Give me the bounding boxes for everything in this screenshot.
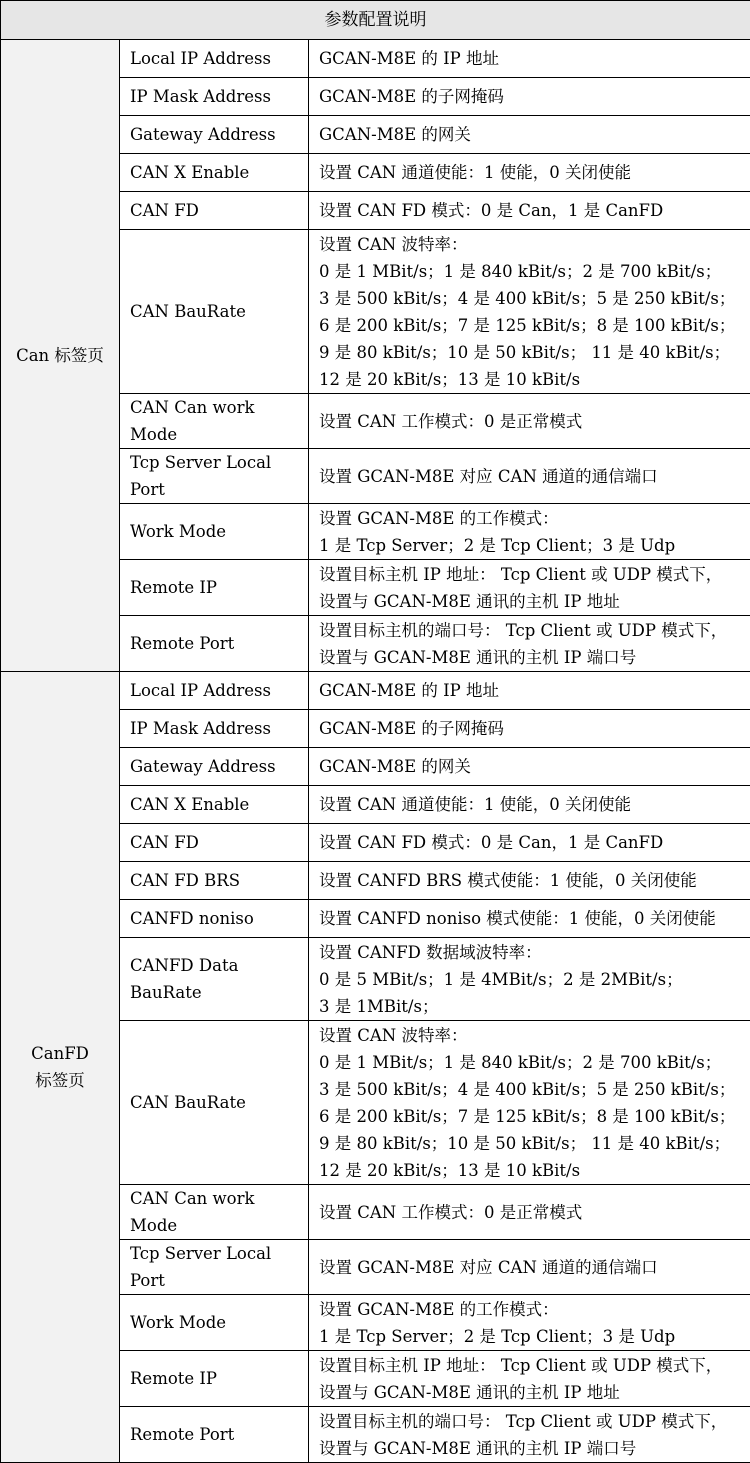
param-name: Gateway Address: [120, 116, 309, 154]
param-name: Remote IP: [120, 560, 309, 616]
param-description: [309, 786, 750, 824]
param-description: [309, 449, 750, 504]
table-row: [1, 672, 750, 710]
param-name: Local IP Address: [120, 40, 309, 78]
description-line: 0 是 1 MBit/s；1 是 840 kBit/s；2 是 700 kBit/s；: [319, 258, 745, 285]
param-name: CAN BauRate: [120, 1021, 309, 1185]
description-line: 9 是 80 kBit/s；10 是 50 kBit/s； 11 是 40 kBit/s；: [319, 1130, 745, 1157]
description-line: 设置目标主机 IP 地址： Tcp Client 或 UDP 模式下，: [319, 1352, 745, 1379]
group-label-line: 标签页: [5, 1067, 115, 1094]
description-line: GCAN-M8E 的 IP 地址: [319, 45, 745, 72]
param-description: [309, 710, 750, 748]
description-line: 12 是 20 kBit/s；13 是 10 kBit/s: [319, 366, 745, 393]
description-line: 设置目标主机的端口号： Tcp Client 或 UDP 模式下，: [319, 617, 745, 644]
description-line: 设置与 GCAN-M8E 通讯的主机 IP 地址: [319, 1379, 745, 1406]
param-description: [309, 154, 750, 192]
param-name: Remote Port: [120, 616, 309, 672]
param-description: [309, 824, 750, 862]
description-line: 9 是 80 kBit/s；10 是 50 kBit/s； 11 是 40 kBit/s；: [319, 339, 745, 366]
description-line: 6 是 200 kBit/s；7 是 125 kBit/s；8 是 100 kBit/s；: [319, 312, 745, 339]
description-line: 设置 CAN 波特率：: [319, 1022, 745, 1049]
param-name: Tcp Server Local Port: [120, 449, 309, 504]
param-name: CAN FD BRS: [120, 862, 309, 900]
param-description: [309, 1295, 750, 1351]
description-line: 设置 CAN 通道使能：1 使能，0 关闭使能: [319, 791, 745, 818]
description-line: 3 是 1MBit/s；: [319, 993, 745, 1020]
description-line: 设置 CAN 通道使能：1 使能，0 关闭使能: [319, 159, 745, 186]
description-line: 设置 GCAN-M8E 的工作模式：: [319, 1296, 745, 1323]
param-name: CAN X Enable: [120, 154, 309, 192]
description-line: 12 是 20 kBit/s；13 是 10 kBit/s: [319, 1157, 745, 1184]
param-description: [309, 900, 750, 938]
description-line: 设置与 GCAN-M8E 通讯的主机 IP 地址: [319, 588, 745, 615]
param-description: [309, 192, 750, 230]
param-name: Work Mode: [120, 504, 309, 560]
param-description: [309, 1351, 750, 1407]
param-name: CANFD Data BauRate: [120, 938, 309, 1021]
param-name: CAN X Enable: [120, 786, 309, 824]
param-name: IP Mask Address: [120, 78, 309, 116]
param-name: CAN FD: [120, 192, 309, 230]
param-name: CANFD noniso: [120, 900, 309, 938]
param-name: Gateway Address: [120, 748, 309, 786]
description-line: 6 是 200 kBit/s；7 是 125 kBit/s；8 是 100 kBit/s；: [319, 1103, 745, 1130]
param-description: [309, 40, 750, 78]
description-line: 设置 CANFD 数据域波特率：: [319, 939, 745, 966]
param-name: CAN Can work Mode: [120, 394, 309, 449]
param-name: CAN Can work Mode: [120, 1185, 309, 1240]
param-name: Remote IP: [120, 1351, 309, 1407]
param-description: [309, 1185, 750, 1240]
description-line: 0 是 5 MBit/s；1 是 4MBit/s；2 是 2MBit/s；: [319, 966, 745, 993]
param-description: [309, 616, 750, 672]
param-description: [309, 504, 750, 560]
description-line: 3 是 500 kBit/s；4 是 400 kBit/s；5 是 250 kBit/s；: [319, 285, 745, 312]
description-line: GCAN-M8E 的网关: [319, 753, 745, 780]
description-line: 设置 GCAN-M8E 的工作模式：: [319, 505, 745, 532]
param-name: CAN BauRate: [120, 230, 309, 394]
param-description: [309, 862, 750, 900]
description-line: 设置目标主机 IP 地址： Tcp Client 或 UDP 模式下，: [319, 561, 745, 588]
param-description: [309, 672, 750, 710]
description-line: 0 是 1 MBit/s；1 是 840 kBit/s；2 是 700 kBit/s；: [319, 1049, 745, 1076]
description-line: 设置 CANFD noniso 模式使能：1 使能，0 关闭使能: [319, 905, 745, 932]
description-line: 设置 CAN FD 模式：0 是 Can，1 是 CanFD: [319, 829, 745, 856]
description-line: 设置 CAN 工作模式：0 是正常模式: [319, 408, 745, 435]
group-label: [1, 672, 120, 1463]
description-line: 设置与 GCAN-M8E 通讯的主机 IP 端口号: [319, 644, 745, 671]
description-line: GCAN-M8E 的子网掩码: [319, 715, 745, 742]
param-name: CAN FD: [120, 824, 309, 862]
description-line: 设置目标主机的端口号： Tcp Client 或 UDP 模式下，: [319, 1408, 745, 1435]
param-name: Tcp Server Local Port: [120, 1240, 309, 1295]
description-line: 设置 GCAN-M8E 对应 CAN 通道的通信端口: [319, 1254, 745, 1281]
param-description: [309, 116, 750, 154]
group-label-line: Can 标签页: [5, 342, 115, 369]
description-line: 1 是 Tcp Server；2 是 Tcp Client；3 是 Udp: [319, 532, 745, 559]
description-line: GCAN-M8E 的网关: [319, 121, 745, 148]
description-line: 设置 CAN 波特率：: [319, 231, 745, 258]
group-label-line: CanFD: [5, 1040, 115, 1067]
description-line: 设置 CAN 工作模式：0 是正常模式: [319, 1199, 745, 1226]
param-name: Local IP Address: [120, 672, 309, 710]
description-line: GCAN-M8E 的子网掩码: [319, 83, 745, 110]
param-description: [309, 230, 750, 394]
table-header-row: [1, 1, 750, 40]
param-description: [309, 748, 750, 786]
table-body: [1, 40, 750, 1463]
param-description: [309, 560, 750, 616]
table-title: 参数配置说明: [1, 1, 750, 40]
description-line: 设置 GCAN-M8E 对应 CAN 通道的通信端口: [319, 463, 745, 490]
param-description: [309, 394, 750, 449]
description-line: GCAN-M8E 的 IP 地址: [319, 677, 745, 704]
param-name: IP Mask Address: [120, 710, 309, 748]
description-line: 设置 CAN FD 模式：0 是 Can，1 是 CanFD: [319, 197, 745, 224]
param-description: [309, 1021, 750, 1185]
param-name: Work Mode: [120, 1295, 309, 1351]
param-description: [309, 938, 750, 1021]
description-line: 设置 CANFD BRS 模式使能：1 使能，0 关闭使能: [319, 867, 745, 894]
group-label: [1, 40, 120, 672]
param-description: [309, 1407, 750, 1463]
description-line: 3 是 500 kBit/s；4 是 400 kBit/s；5 是 250 kBit/s；: [319, 1076, 745, 1103]
param-name: Remote Port: [120, 1407, 309, 1463]
table-row: [1, 40, 750, 78]
description-line: 设置与 GCAN-M8E 通讯的主机 IP 端口号: [319, 1435, 745, 1462]
param-description: [309, 1240, 750, 1295]
param-description: [309, 78, 750, 116]
description-line: 1 是 Tcp Server；2 是 Tcp Client；3 是 Udp: [319, 1323, 745, 1350]
